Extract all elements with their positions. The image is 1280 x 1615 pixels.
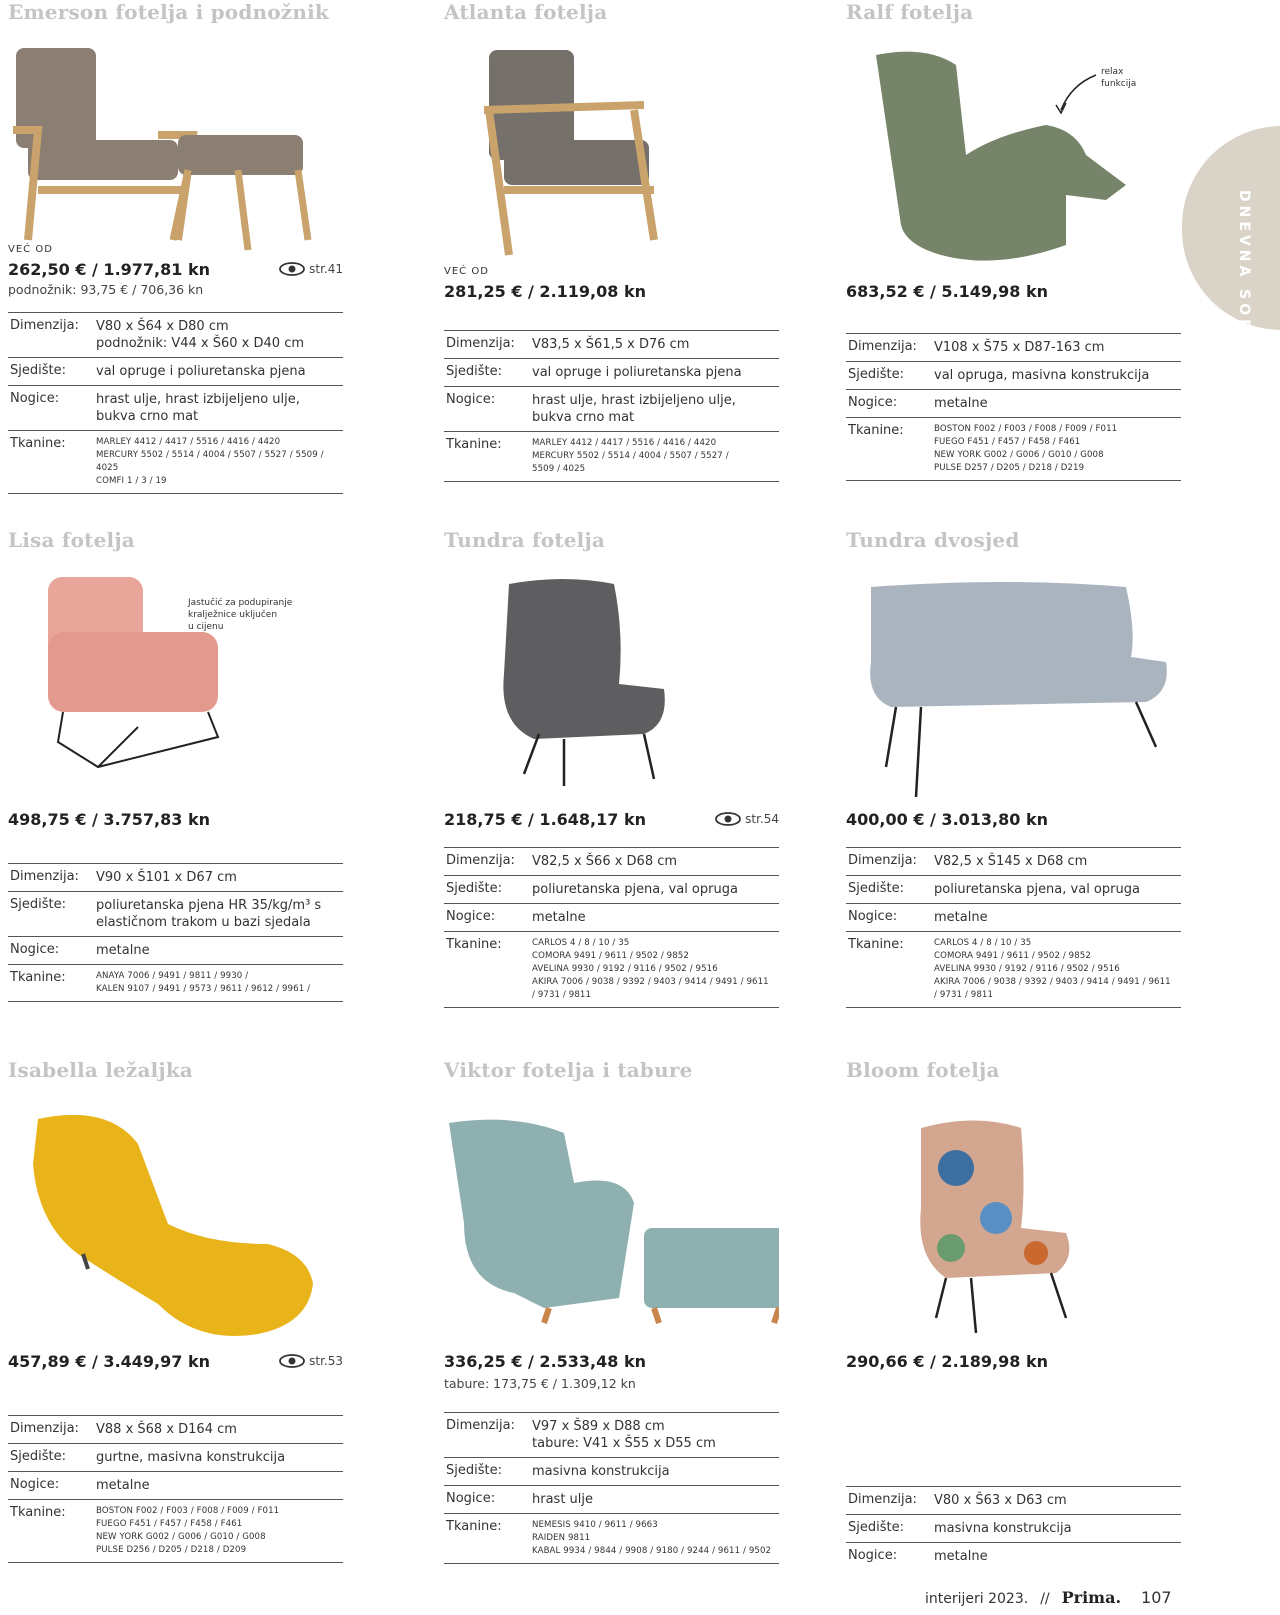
fabrics-value: NEMESIS 9410 / 9611 / 9663 RAIDEN 9811 KABAL 9934 / 9844 / 9908 / 9180 / 9244 / 9611 / 9502: [532, 1520, 772, 1556]
spec-table: [8, 1415, 343, 1563]
fabrics-value: CARLOS 4 / 8 / 10 / 35 COMORA 9491 / 9611 / 9502 / 9852 AVELINA 9930 / 9192 / 9116 / 9502 / 9516 AKIRA 7006 / 9038 / 9392 / 9403 / 9414 / 9491 / 9611 / 9731 / 9811: [934, 938, 1171, 1000]
fabrics-label: Tkanine:: [10, 436, 66, 451]
product-title: Bloom fotelja: [846, 1058, 1000, 1082]
dim-label: Dimenzija:: [446, 336, 515, 351]
legs-value: hrast ulje: [532, 1492, 594, 1507]
feature-note: relax funkcija: [1101, 67, 1137, 89]
product-title: Ralf fotelja: [846, 0, 974, 24]
section-tab-label: DNEVNA SOBA: [1236, 190, 1252, 349]
sofa-image: [846, 582, 1181, 797]
price: 336,25 € / 2.533,48 kn: [444, 1352, 646, 1371]
dim-label: Dimenzija:: [446, 1418, 515, 1433]
page-reference-label: str.41: [309, 262, 343, 276]
fabrics-value: ANAYA 7006 / 9491 / 9811 / 9930 / KALEN 9107 / 9491 / 9573 / 9611 / 9612 / 9961 /: [96, 971, 311, 994]
seat-value: masivna konstrukcija: [934, 1521, 1072, 1536]
seat-label: Sjedište:: [10, 363, 66, 378]
section-tab: [1182, 126, 1280, 330]
spec-table: [444, 330, 779, 482]
eye-icon: [279, 262, 305, 276]
legs-label: Nogice:: [848, 395, 898, 410]
dim-value: V97 x Š89 x D88 cm tabure: V41 x Š55 x D55 cm: [532, 1419, 716, 1451]
dim-label: Dimenzija:: [848, 1492, 917, 1507]
dim-value: V108 x Š75 x D87-163 cm: [934, 340, 1105, 355]
seat-value: poliuretanska pjena, val opruga: [934, 882, 1140, 897]
fabrics-label: Tkanine:: [10, 1505, 66, 1520]
dim-label: Dimenzija:: [10, 869, 79, 884]
price: 218,75 € / 1.648,17 kn: [444, 810, 646, 829]
seat-label: Sjedište:: [446, 364, 502, 379]
seat-value: val opruga, masivna konstrukcija: [934, 368, 1150, 383]
fabrics-value: MARLEY 4412 / 4417 / 5516 / 4416 / 4420 MERCURY 5502 / 5514 / 4004 / 5507 / 5527 / 5509 / 4025 COMFI 1 / 3 / 19: [96, 437, 324, 486]
dim-label: Dimenzija:: [10, 1421, 79, 1436]
price: 457,89 € / 3.449,97 kn: [8, 1352, 210, 1371]
legs-value: metalne: [934, 910, 988, 925]
seat-label: Sjedište:: [10, 897, 66, 912]
product-title: Emerson fotelja i podnožnik: [8, 0, 329, 24]
armchair-image: [846, 1108, 1181, 1333]
fabrics-label: Tkanine:: [446, 937, 502, 952]
fabrics-label: Tkanine:: [10, 970, 66, 985]
dim-value: V88 x Š68 x D164 cm: [96, 1422, 237, 1437]
footstool-price: podnožnik: 93,75 € / 706,36 kn: [8, 282, 204, 297]
feature-note: Jastučić za podupiranje kralježnice uključen u cijenu: [188, 598, 293, 632]
product-title: Tundra fotelja: [444, 528, 606, 552]
dim-value: V80 x Š64 x D80 cm podnožnik: V44 x Š60 x D40 cm: [96, 319, 305, 351]
dim-label: Dimenzija:: [848, 339, 917, 354]
page-reference-label: str.53: [309, 1354, 343, 1368]
seat-label: Sjedište:: [446, 1463, 502, 1478]
legs-value: metalne: [532, 910, 586, 925]
price: 400,00 € / 3.013,80 kn: [846, 810, 1048, 829]
eye-icon: [279, 1354, 305, 1368]
product-title: Viktor fotelja i tabure: [444, 1058, 693, 1082]
seat-label: Sjedište:: [10, 1449, 66, 1464]
dim-label: Dimenzija:: [10, 318, 79, 333]
price-prefix: VEĆ OD: [8, 244, 53, 255]
price: 683,52 € / 5.149,98 kn: [846, 282, 1048, 301]
dim-value: V90 x Š101 x D67 cm: [96, 870, 237, 885]
dim-value: V82,5 x Š145 x D68 cm: [934, 854, 1088, 869]
seat-label: Sjedište:: [848, 367, 904, 382]
armchair-footstool-image: [8, 40, 343, 255]
legs-value: hrast ulje, hrast izbijeljeno ulje, bukva crno mat: [96, 392, 300, 424]
product-title: Isabella ležaljka: [8, 1058, 194, 1082]
page-reference-label: str.54: [745, 812, 779, 826]
legs-label: Nogice:: [446, 392, 496, 407]
legs-label: Nogice:: [10, 942, 60, 957]
seat-value: val opruge i poliuretanska pjena: [532, 365, 742, 380]
legs-label: Nogice:: [10, 1477, 60, 1492]
dim-label: Dimenzija:: [848, 853, 917, 868]
armchair-ottoman-image: [444, 1113, 779, 1328]
fabrics-value: BOSTON F002 / F003 / F008 / F009 / F011 FUEGO F451 / F457 / F458 / F461 NEW YORK G002 / G006 / G010 / G008 PULSE D257 / D205 / D218 / D219: [934, 424, 1118, 473]
spec-table: [444, 847, 779, 1008]
seat-value: val opruge i poliuretanska pjena: [96, 364, 306, 379]
spec-table: [846, 847, 1181, 1008]
seat-value: masivna konstrukcija: [532, 1464, 670, 1479]
fabrics-label: Tkanine:: [446, 437, 502, 452]
legs-label: Nogice:: [446, 909, 496, 924]
eye-icon: [715, 812, 741, 826]
dim-value: V82,5 x Š66 x D68 cm: [532, 854, 678, 869]
seat-label: Sjedište:: [848, 1520, 904, 1535]
fabrics-value: BOSTON F002 / F003 / F008 / F009 / F011 FUEGO F451 / F457 / F458 / F461 NEW YORK G002 / G006 / G010 / G008 PULSE D256 / D205 / D218 / D209: [96, 1506, 280, 1555]
spec-table: [8, 312, 343, 494]
fabrics-value: MARLEY 4412 / 4417 / 5516 / 4416 / 4420 MERCURY 5502 / 5514 / 4004 / 5507 / 5527 / 5509 / 4025: [532, 438, 729, 474]
legs-value: metalne: [934, 396, 988, 411]
armchair-image: [444, 574, 779, 786]
fabrics-label: Tkanine:: [848, 423, 904, 438]
page-number: 107: [1141, 1588, 1172, 1607]
price: 281,25 € / 2.119,08 kn: [444, 282, 646, 301]
footer-text: interijeri 2023.: [925, 1591, 1029, 1607]
seat-value: gurtne, masivna konstrukcija: [96, 1450, 286, 1465]
ottoman-price: tabure: 173,75 € / 1.309,12 kn: [444, 1376, 636, 1391]
page-reference[interactable]: [279, 1354, 343, 1368]
fabrics-label: Tkanine:: [848, 937, 904, 952]
fabrics-label: Tkanine:: [446, 1519, 502, 1534]
spec-table: [846, 333, 1181, 481]
armchair-image: [8, 572, 343, 772]
product-title: Atlanta fotelja: [444, 0, 608, 24]
legs-label: Nogice:: [446, 1491, 496, 1506]
legs-value: metalne: [96, 1478, 150, 1493]
spec-table: [846, 1486, 1181, 1570]
price: 290,66 € / 2.189,98 kn: [846, 1352, 1048, 1371]
dim-value: V80 x Š63 x D63 cm: [934, 1493, 1067, 1508]
brand-logo: Prima.: [1061, 1588, 1122, 1607]
product-title: Lisa fotelja: [8, 528, 135, 552]
price: 262,50 € / 1.977,81 kn: [8, 260, 210, 279]
legs-value: metalne: [96, 943, 150, 958]
legs-label: Nogice:: [10, 391, 60, 406]
legs-label: Nogice:: [848, 1548, 898, 1563]
seat-value: poliuretanska pjena HR 35/kg/m³ s elastičnom trakom u bazi sjedala: [96, 898, 322, 930]
footer-separator: //: [1040, 1591, 1050, 1607]
seat-label: Sjedište:: [848, 881, 904, 896]
legs-label: Nogice:: [848, 909, 898, 924]
page-reference[interactable]: [715, 812, 779, 826]
spec-table: [8, 863, 343, 1002]
dim-label: Dimenzija:: [446, 853, 515, 868]
seat-value: poliuretanska pjena, val opruga: [532, 882, 738, 897]
page-footer: [925, 1588, 1172, 1607]
price-prefix: VEĆ OD: [444, 266, 489, 277]
seat-label: Sjedište:: [446, 881, 502, 896]
spec-table: [444, 1412, 779, 1564]
product-title: Tundra dvosjed: [846, 528, 1020, 552]
armchair-image: [444, 40, 779, 265]
legs-value: metalne: [934, 1549, 988, 1564]
fabrics-value: CARLOS 4 / 8 / 10 / 35 COMORA 9491 / 9611 / 9502 / 9852 AVELINA 9930 / 9192 / 9116 / 9502 / 9516 AKIRA 7006 / 9038 / 9392 / 9403 / 9414 / 9491 / 9611 / 9731 / 9811: [532, 938, 769, 1000]
dim-value: V83,5 x Š61,5 x D76 cm: [532, 337, 690, 352]
price: 498,75 € / 3.757,83 kn: [8, 810, 210, 829]
legs-value: hrast ulje, hrast izbijeljeno ulje, bukva crno mat: [532, 393, 736, 425]
chaise-lounge-image: [8, 1104, 343, 1344]
page-reference[interactable]: [279, 262, 343, 276]
